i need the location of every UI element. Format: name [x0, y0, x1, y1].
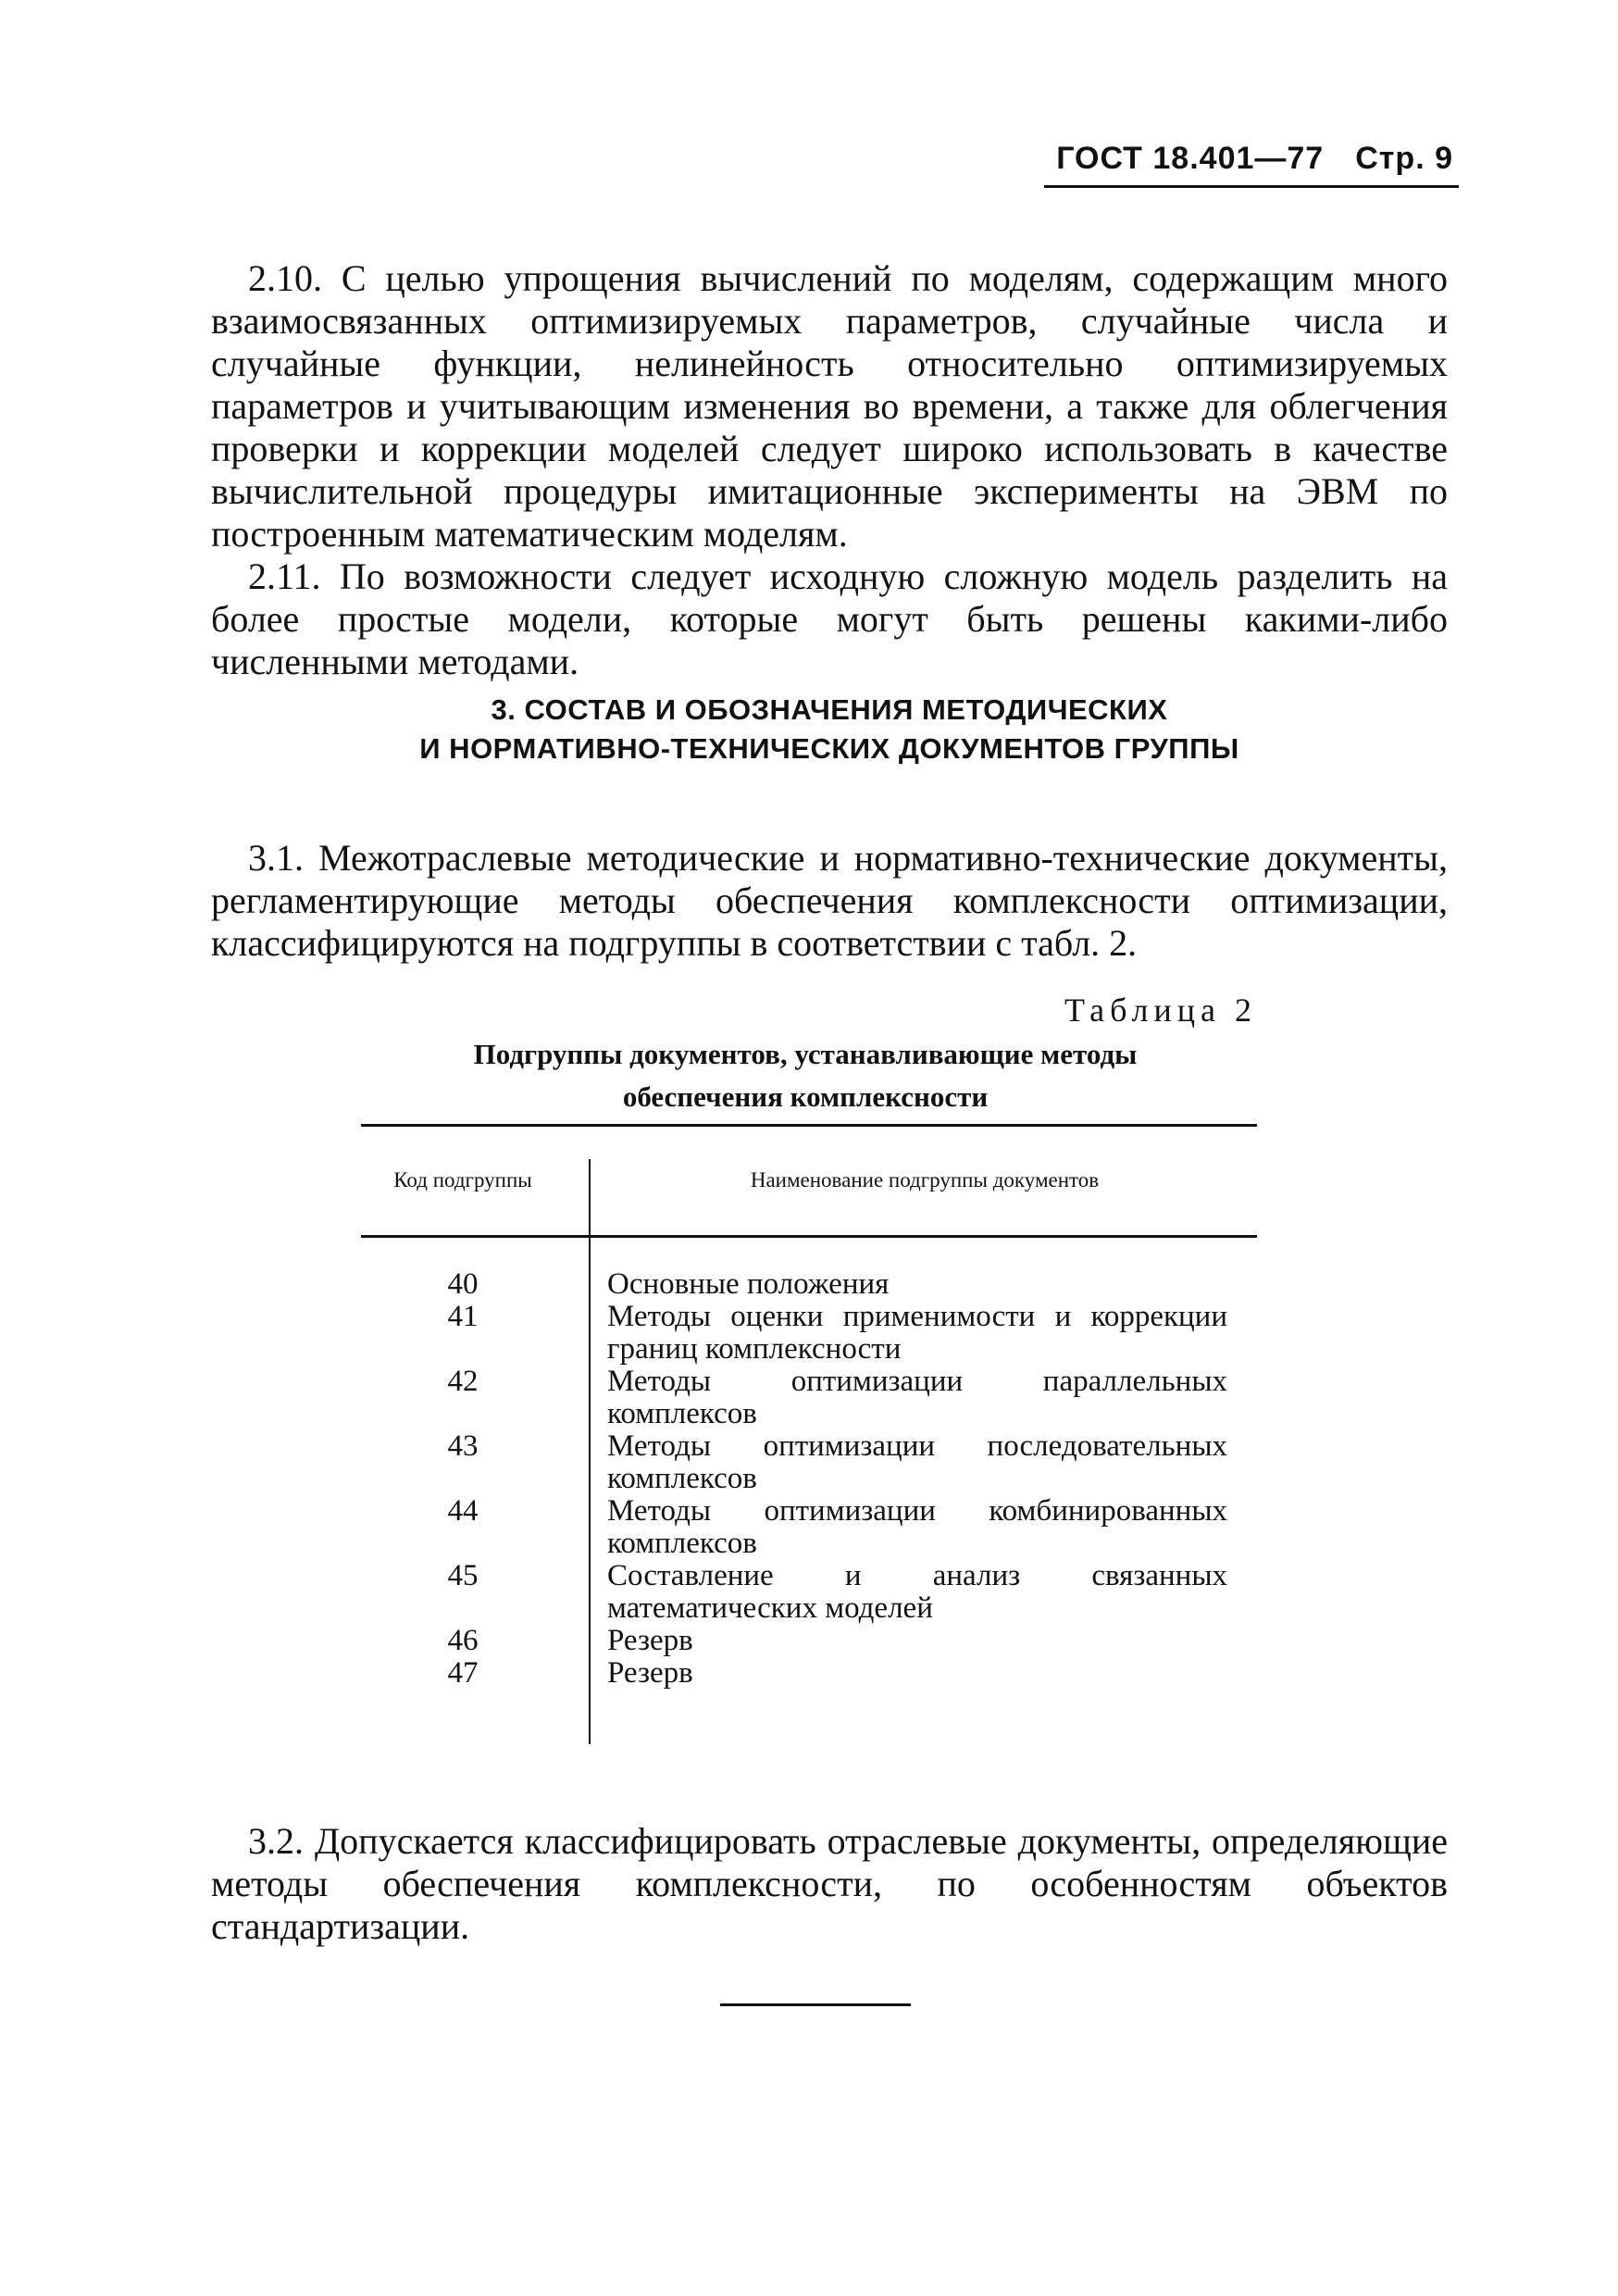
row-code: 41	[447, 1300, 479, 1333]
table-caption-line-1: Подгруппы документов, устанавливающие методы	[473, 1038, 1138, 1070]
row-name: Резерв	[607, 1624, 693, 1657]
paragraph-3-1: 3.1. Межотраслевые методические и нормативно-технические документы, регламентирующие методы обеспечения комплексности оптимизации, классифицируются на подгруппы в соответствии с табл. 2.	[211, 837, 1448, 964]
table-caption	[361, 1033, 1250, 1118]
row-code: 43	[447, 1429, 479, 1463]
standard-number: ГОСТ 18.401—77	[1056, 141, 1325, 176]
table-row	[361, 1657, 1257, 1690]
table-row	[361, 1430, 1257, 1495]
row-code: 46	[447, 1624, 479, 1657]
table-row	[361, 1366, 1257, 1430]
table-label: Таблица 2	[1064, 992, 1257, 1029]
row-code: 42	[447, 1365, 479, 1398]
section-title-line-1: 3. СОСТАВ И ОБОЗНАЧЕНИЯ МЕТОДИЧЕСКИХ	[491, 693, 1168, 726]
running-header	[1056, 141, 1453, 177]
table-row	[361, 1495, 1257, 1560]
row-code: 47	[447, 1656, 479, 1690]
table-top-rule	[361, 1124, 1257, 1127]
table-row	[361, 1268, 1257, 1301]
table-caption-line-2: обеспечения комплексности	[622, 1080, 989, 1113]
table-header-name: Наименование подгруппы документов	[750, 1168, 1100, 1192]
paragraph-2-11: 2.11. По возможности следует исходную сложную модель разделить на более простые модели, которые могут быть решены какими-либо численными методами.	[211, 555, 1448, 682]
table-header-code: Код подгруппы	[393, 1168, 532, 1192]
table-row	[361, 1625, 1257, 1657]
row-code: 40	[447, 1267, 479, 1301]
table-row	[361, 1301, 1257, 1366]
page-number: Стр. 9	[1355, 141, 1453, 176]
row-name: Методы оптимизации параллельных комплексов	[607, 1365, 1227, 1430]
end-rule	[720, 2003, 911, 2006]
section-title-line-2: И НОРМАТИВНО-ТЕХНИЧЕСКИХ ДОКУМЕНТОВ ГРУППЫ	[419, 732, 1239, 765]
row-code: 44	[447, 1494, 479, 1528]
row-name: Составление и анализ связанных математических моделей	[607, 1559, 1227, 1625]
header-rule	[1044, 185, 1459, 188]
row-name: Методы оптимизации комбинированных комплексов	[607, 1494, 1227, 1560]
table-row	[361, 1560, 1257, 1625]
row-name: Основные положения	[607, 1267, 890, 1301]
row-name: Резерв	[607, 1656, 693, 1690]
row-code: 45	[447, 1559, 479, 1592]
paragraph-2-10: 2.10. С целью упрощения вычислений по моделям, содержащим много взаимосвязанных оптимизируемых параметров, случайные числа и случайные функции, нелинейность относительно оптимизируемых параметров и учитывающим изменения во времени, а также для облегчения проверки и коррекции моделей следует широко использовать в качестве вычислительной процедуры имитационные эксперименты на ЭВМ по построенным математическим моделям.	[211, 257, 1448, 555]
table-body	[361, 1268, 1257, 1690]
paragraph-3-2: 3.2. Допускается классифицировать отраслевые документы, определяющие методы обеспечения комплексности, по особенностям объектов стандартизации.	[211, 1820, 1448, 1947]
row-name: Методы оптимизации последовательных комплексов	[607, 1429, 1227, 1495]
section-title	[211, 691, 1448, 768]
table-header-rule	[361, 1235, 1257, 1238]
row-name: Методы оценки применимости и коррекции границ комплексности	[607, 1300, 1227, 1366]
